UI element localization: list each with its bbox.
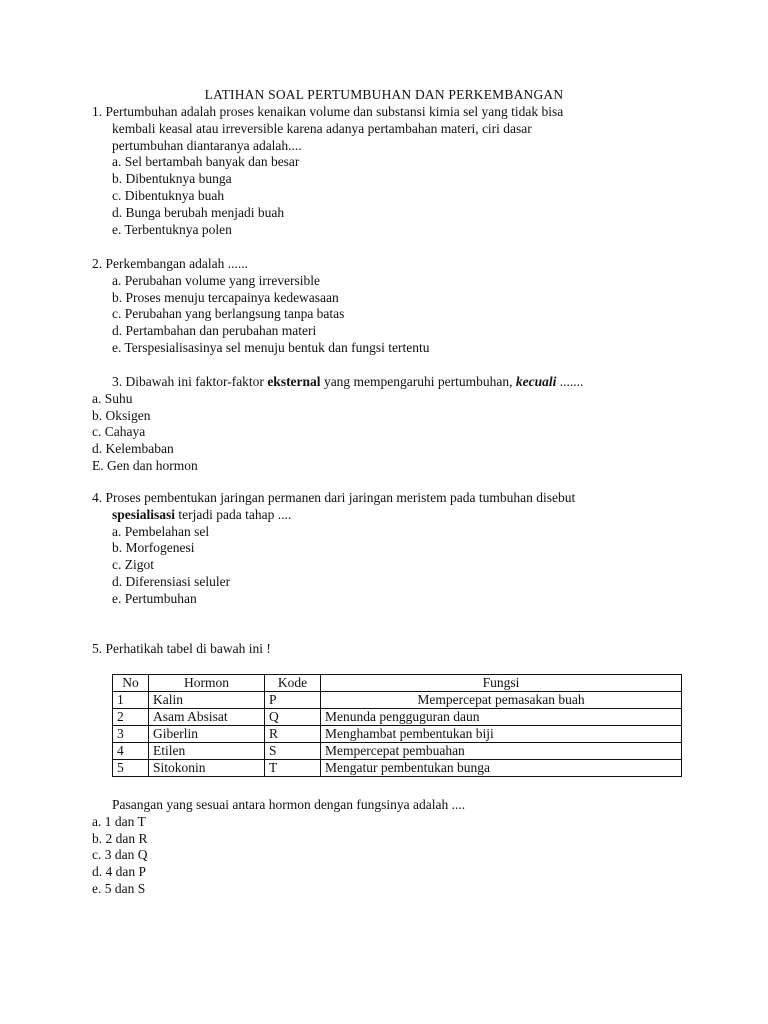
question-4 [92,490,692,608]
cell-kode: R [265,726,321,743]
question-2-option-b: b. Proses menuju tercapainya kedewasaan [112,289,339,305]
question-2-stem: 2. Perkembangan adalah ...... [92,256,248,271]
question-3 [92,374,692,475]
question-4-option-c: c. Zigot [112,557,154,573]
cell-no: 3 [113,726,149,743]
question-2-option-a: a. Perubahan volume yang irreversible [112,272,321,288]
question-1-stem-line-3: pertumbuhan diantaranya adalah.... [112,137,302,153]
cell-fungsi: Mempercepat pembuahan [321,743,682,760]
question-4-option-a: a. Pembelahan sel [112,523,210,539]
page-title: LATIHAN SOAL PERTUMBUHAN DAN PERKEMBANGAN [204,87,564,102]
question-1-stem-line-1: 1. Pertumbuhan adalah proses kenaikan volume dan substansi kimia sel yang tidak bisa [92,104,564,119]
question-2-option-e: e. Terspesialisasinya sel menuju bentuk dan fungsi tertentu [112,339,430,355]
question-5-followup [92,797,692,898]
question-5-option-e: e. 5 dan S [92,880,146,896]
question-1 [92,104,692,238]
cell-fungsi: Mempercepat pemasakan buah [321,692,682,709]
question-5-question: Pasangan yang sesuai antara hormon dengan fungsinya adalah .... [112,797,466,812]
cell-hormon: Kalin [149,692,265,709]
question-3-option-d: d. Kelembaban [92,441,174,457]
question-5-option-d: d. 4 dan P [92,864,146,880]
question-1-option-c: c. Dibentuknya buah [112,187,225,203]
cell-hormon: Etilen [149,743,265,760]
question-3-keyword-kecuali: kecuali [515,374,557,389]
question-5-stem: 5. Perhatikah tabel di bawah ini ! [92,641,271,656]
table-row [113,692,682,709]
hormone-table-header [113,675,682,692]
cell-hormon: Giberlin [149,726,265,743]
question-4-stem-line-1: 4. Proses pembentukan jaringan permanen dari jaringan meristem pada tumbuhan disebut [92,490,576,505]
question-3-stem-part-3: ....... [556,374,584,389]
cell-hormon: Sitokonin [149,760,265,777]
question-3-option-b: b. Oksigen [92,407,151,423]
question-3-option-e: E. Gen dan hormon [92,457,198,473]
cell-no: 2 [113,709,149,726]
header-hormon: Hormon [149,675,265,692]
cell-hormon: Asam Absisat [149,709,265,726]
header-no: No [113,675,149,692]
question-2-option-d: d. Pertambahan dan perubahan materi [112,323,317,339]
question-4-stem-line-2-rest: terjadi pada tahap .... [175,506,292,522]
cell-no: 5 [113,760,149,777]
header-kode: Kode [265,675,321,692]
question-4-option-e: e. Pertumbuhan [112,590,197,606]
question-1-option-e: e. Terbentuknya polen [112,221,232,237]
hormone-table [112,674,682,777]
cell-kode: Q [265,709,321,726]
question-3-keyword-eksternal: eksternal [267,374,321,389]
question-4-option-b: b. Morfogenesi [112,540,195,556]
question-2 [92,256,692,357]
cell-kode: P [265,692,321,709]
question-3-option-c: c. Cahaya [92,424,146,440]
table-row [113,743,682,760]
question-5-option-b: b. 2 dan R [92,830,148,846]
question-3-option-a: a. Suhu [92,390,133,406]
question-3-stem-part-1: 3. Dibawah ini faktor-faktor [112,374,268,389]
cell-fungsi: Mengatur pembentukan bunga [321,760,682,777]
header-fungsi: Fungsi [321,675,682,692]
question-4-stem-line-2 [92,507,692,524]
table-row [113,726,682,743]
question-5-option-a: a. 1 dan T [92,813,146,829]
cell-no: 4 [113,743,149,760]
question-4-keyword-spesialisasi: spesialisasi [112,506,176,522]
cell-no: 1 [113,692,149,709]
cell-kode: T [265,760,321,777]
question-1-stem-line-2: kembali keasal atau irreversible karena adanya pertambahan materi, ciri dasar [112,120,532,136]
question-5-option-c: c. 3 dan Q [92,847,148,863]
question-3-stem-part-2: yang mempengaruhi pertumbuhan, [320,374,516,389]
question-1-option-d: d. Bunga berubah menjadi buah [112,204,285,220]
cell-fungsi: Menghambat pembentukan biji [321,726,682,743]
question-1-option-b: b. Dibentuknya bunga [112,171,232,187]
question-2-option-c: c. Perubahan yang berlangsung tanpa batas [112,306,345,322]
cell-kode: S [265,743,321,760]
question-5 [92,641,692,658]
cell-fungsi: Menunda pengguguran daun [321,709,682,726]
table-row [113,709,682,726]
question-4-option-d: d. Diferensiasi seluler [112,573,231,589]
question-1-option-a: a. Sel bertambah banyak dan besar [112,154,300,170]
table-row [113,760,682,777]
question-3-stem [92,374,692,391]
